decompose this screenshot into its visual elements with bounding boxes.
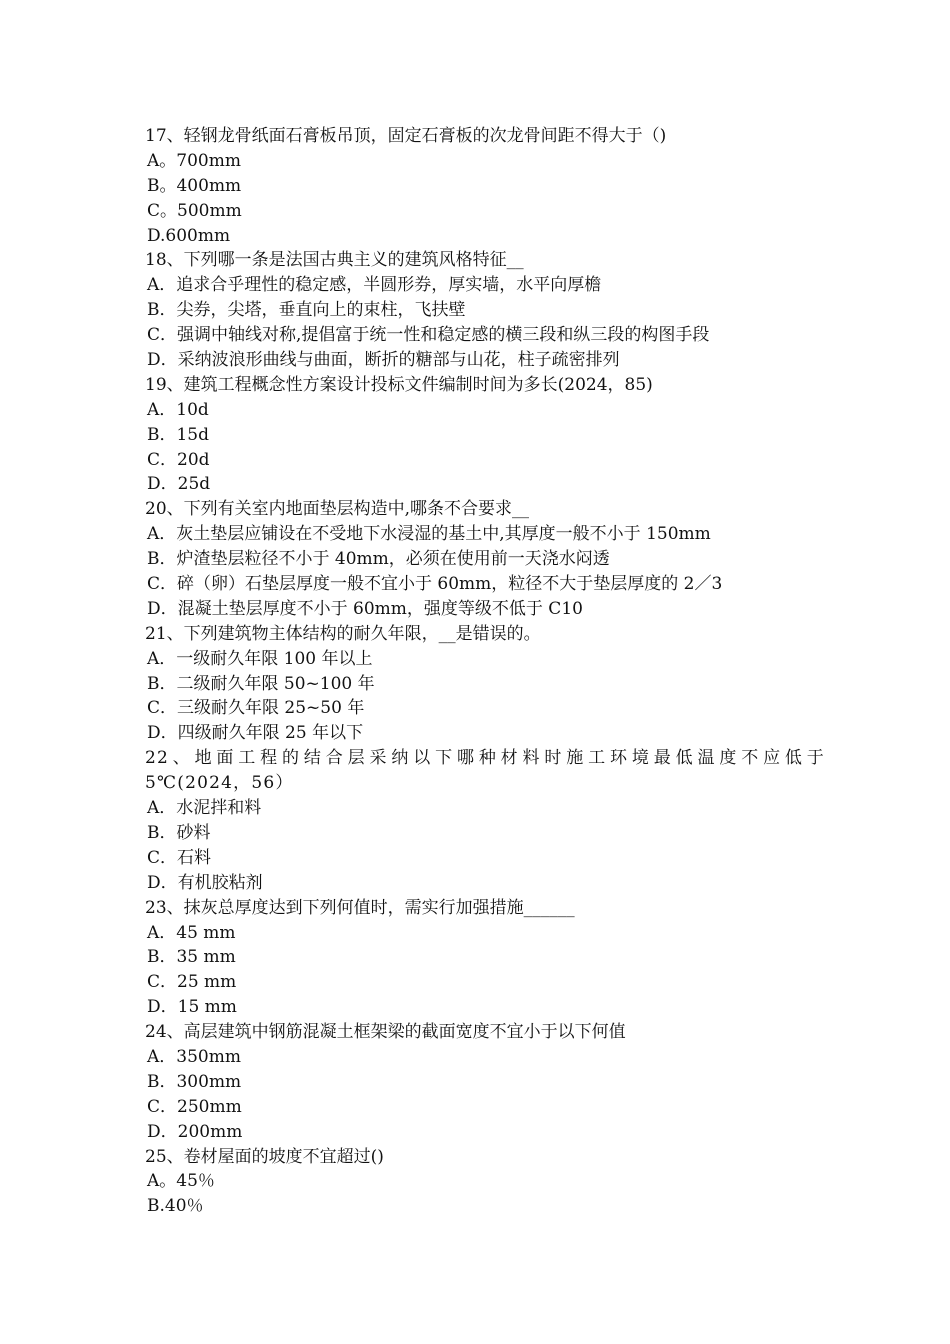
- option-a: A．45 mm: [147, 922, 236, 943]
- question-20: [145, 497, 825, 621]
- option-a: A。700mm: [147, 150, 241, 171]
- option-b: B．砂料: [147, 822, 211, 843]
- question-21: [145, 622, 825, 746]
- option-d: D．15 mm: [147, 997, 237, 1018]
- option-d: D.600mm: [147, 225, 231, 246]
- question-25: [145, 1145, 825, 1220]
- question-stem: 25、卷材屋面的坡度不宜超过(): [145, 1146, 384, 1167]
- option-c: C．25 mm: [147, 972, 237, 993]
- option-a: A．350mm: [147, 1046, 241, 1067]
- option-b: B.40％: [147, 1196, 204, 1217]
- question-stem: 17、轻钢龙骨纸面石膏板吊顶，固定石膏板的次龙骨间距不得大于（): [145, 126, 667, 146]
- question-stem: 22、地面工程的结合层采纳以下哪种材料时施工环境最低温度不应低于 5℃(2024，56）: [145, 748, 825, 794]
- option-c: C．碎（卵）石垫层厚度一般不宜小于 60mm，粒径不大于垫层厚度的 2／3: [147, 574, 723, 595]
- option-c: C．三级耐久年限 25~50 年: [147, 698, 365, 719]
- option-a: A。45％: [147, 1171, 215, 1192]
- question-stem: 19、建筑工程概念性方案设计投标文件编制时间为多长(2024，85): [145, 374, 653, 395]
- option-b: B．15d: [147, 424, 210, 445]
- question-stem: 24、高层建筑中钢筋混凝土框架梁的截面宽度不宜小于以下何值: [145, 1022, 626, 1043]
- option-a: A．追求合乎理性的稳定感，半圆形券，厚实墙，水平向厚檐: [147, 275, 602, 296]
- option-c: C．250mm: [147, 1096, 242, 1117]
- option-b: B．300mm: [147, 1071, 242, 1092]
- option-c: C．20d: [147, 449, 210, 470]
- option-d: D．采纳波浪形曲线与曲面，断折的糖部与山花，柱子疏密排列: [147, 350, 620, 371]
- option-d: D．混凝土垫层厚度不小于 60mm，强度等级不低于 C10: [147, 598, 583, 619]
- option-c: C．石料: [147, 847, 212, 868]
- question-23: [145, 896, 825, 1020]
- option-b: B．35 mm: [147, 947, 236, 968]
- option-c: C．强调中轴线对称,提倡富于统一性和稳定感的横三段和纵三段的构图手段: [147, 325, 710, 346]
- option-d: D．有机胶粘剂: [147, 872, 263, 893]
- option-c: C。500mm: [147, 200, 242, 221]
- question-stem: 23、抹灰总厚度达到下列何值时，需实行加强措施______: [145, 897, 575, 918]
- document-page: [145, 124, 825, 1219]
- question-stem: 18、下列哪一条是法国古典主义的建筑风格特征__: [145, 250, 524, 271]
- question-17: [145, 124, 825, 248]
- question-18: [145, 248, 825, 372]
- question-stem: 20、下列有关室内地面垫层构造中,哪条不合要求__: [145, 499, 530, 520]
- question-19: [145, 373, 825, 497]
- option-b: B。400mm: [147, 175, 242, 196]
- option-d: D．25d: [147, 474, 211, 495]
- question-22: [145, 746, 825, 895]
- option-b: B．尖券，尖塔，垂直向上的束柱，飞扶壁: [147, 300, 466, 321]
- question-stem: 21、下列建筑物主体结构的耐久年限，__是错误的。: [145, 623, 541, 644]
- option-a: A．10d: [147, 399, 209, 420]
- option-d: D．200mm: [147, 1121, 243, 1142]
- option-b: B．炉渣垫层粒径不小于 40mm，必须在使用前一天浇水闷透: [147, 549, 610, 570]
- option-a: A．一级耐久年限 100 年以上: [147, 648, 373, 669]
- option-b: B．二级耐久年限 50~100 年: [147, 673, 375, 694]
- option-a: A．水泥拌和料: [147, 798, 262, 819]
- question-24: [145, 1020, 825, 1144]
- option-d: D．四级耐久年限 25 年以下: [147, 723, 364, 744]
- option-a: A．灰土垫层应铺设在不受地下水浸湿的基土中,其厚度一般不小于 150mm: [147, 524, 711, 545]
